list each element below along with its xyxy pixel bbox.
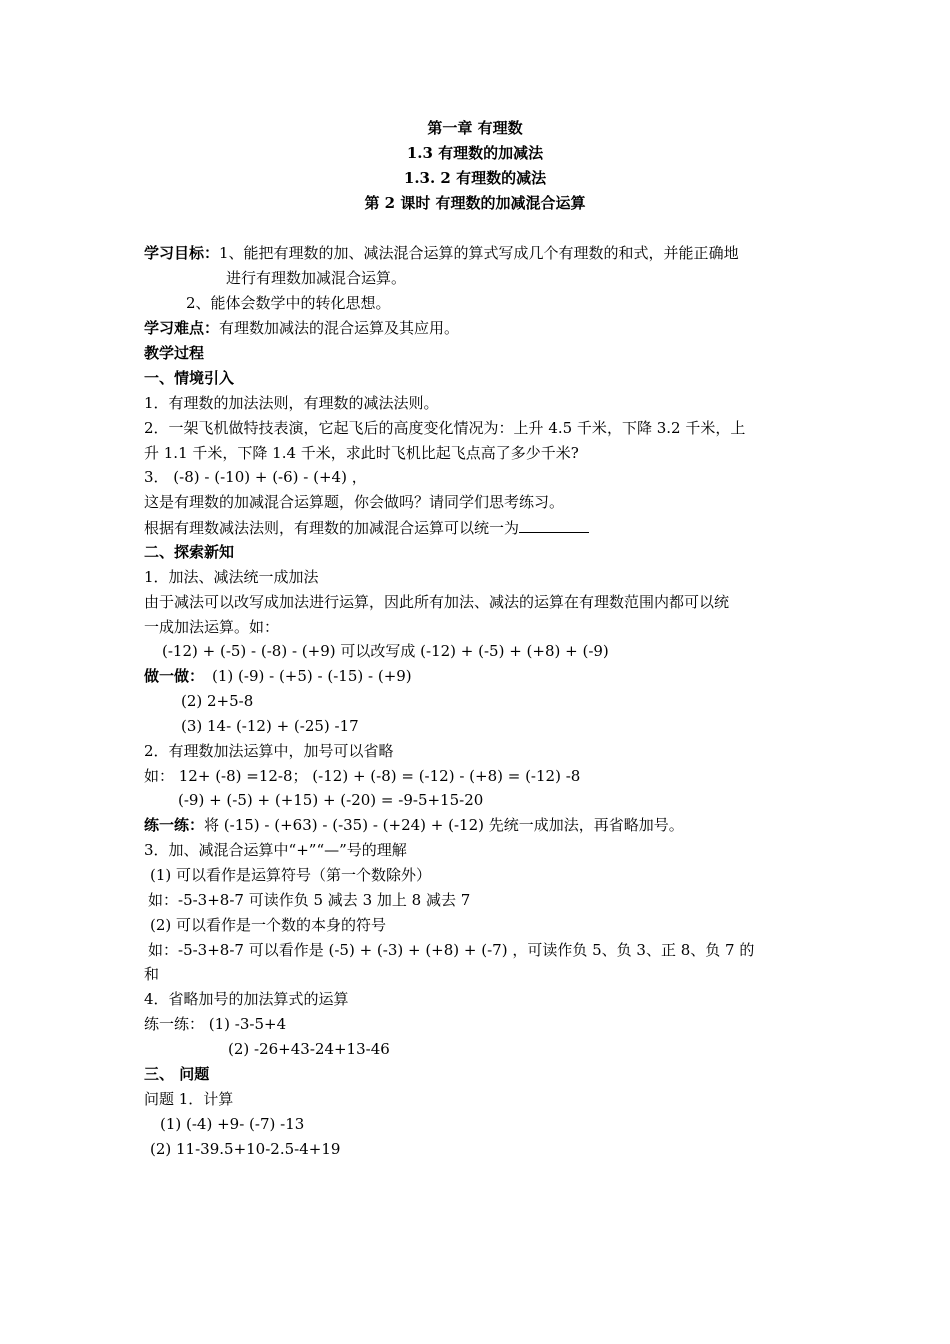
s2-line-12: 如：-5-3+8-7 可以看作是 (-5) + (-3) + (+8) + (-7) ，可读作负 5、负 3、正 8、负 7 的 xyxy=(148,941,755,959)
try-label: 做一做： xyxy=(144,667,205,685)
s2-line-14: 4．省略加号的加法算式的运算 xyxy=(144,990,349,1008)
lesson-title: 第 2 课时 有理数的加减混合运算 xyxy=(364,194,586,212)
s1-line-3: 升 1.1 千米，下降 1.4 千米，求此时飞机比起飞点高了多少千米? xyxy=(144,444,579,462)
difficulty-line xyxy=(144,318,459,338)
s1-line-6-text: 根据有理数减法法则，有理数的加减混合运算可以统一为 xyxy=(144,519,520,537)
section-title: 1.3 有理数的加减法 xyxy=(406,144,544,162)
s2-line-3: 一成加法运算。如： xyxy=(144,618,280,636)
subsection-title: 1.3. 2 有理数的减法 xyxy=(403,169,547,187)
section-1-heading: 一、情境引入 xyxy=(144,369,235,387)
s1-line-4: 3． (-8) - (-10) + (-6) - (+4) ， xyxy=(144,468,367,486)
section-3-heading: 三、 问题 xyxy=(144,1065,210,1083)
practice-line xyxy=(144,815,684,835)
s2-line-15: 练一练： (1) -3-5+4 xyxy=(144,1015,287,1033)
s3-line-2: (1) (-4) +9- (-7) -13 xyxy=(160,1115,305,1133)
objective-1b: 进行有理数加减混合运算。 xyxy=(226,269,407,287)
objectives-line-1 xyxy=(144,243,739,263)
s2-line-16: (2) -26+43-24+13-46 xyxy=(228,1040,390,1058)
s2-line-2: 由于减法可以改写成加法进行运算，因此所有加法、减法的运算在有理数范围内都可以统 xyxy=(144,593,730,611)
s2-line-10: 如：-5-3+8-7 可读作负 5 减去 3 加上 8 减去 7 xyxy=(148,891,471,909)
s1-line-2: 2．一架飞机做特技表演，它起飞后的高度变化情况为：上升 4.5 千米，下降 3.2 千米，上 xyxy=(144,419,746,437)
s1-line-5: 这是有理数的加减混合运算题，你会做吗？请同学们思考练习。 xyxy=(144,493,565,511)
try-item-3: (3) 14- (-12) + (-25) -17 xyxy=(181,717,359,735)
s1-line-1: 1．有理数的加法法则，有理数的减法法则。 xyxy=(144,394,439,412)
objective-2: 2、能体会数学中的转化思想。 xyxy=(186,294,391,312)
s2-line-6: 如： 12+ (-8) =12-8； (-12) + (-8) = (-12) - (+8) = (-12) -8 xyxy=(144,767,581,785)
s2-line-4: (-12) + (-5) - (-8) - (+9) 可以改写成 (-12) + (-5) + (+8) + (-9) xyxy=(162,642,609,660)
difficulty-text: 有理数加减法的混合运算及其应用。 xyxy=(219,319,460,337)
s2-line-5: 2．有理数加法运算中，加号可以省略 xyxy=(144,742,394,760)
s2-line-9: (1) 可以看作是运算符号（第一个数除外） xyxy=(150,866,432,884)
chapter-title: 第一章 有理数 xyxy=(427,119,523,137)
practice-text: 将 (-15) - (+63) - (-35) - (+24) + (-12) 先统一成加法，再省略加号。 xyxy=(204,816,684,834)
objective-1a: 1、能把有理数的加、减法混合运算的算式写成几个有理数的和式，并能正确地 xyxy=(219,244,739,262)
s2-line-13: 和 xyxy=(144,965,160,983)
s3-line-3: (2) 11-39.5+10-2.5-4+19 xyxy=(150,1140,341,1158)
s2-line-7: (-9) + (-5) + (+15) + (-20) = -9-5+15-20 xyxy=(178,791,484,809)
try-item-2: (2) 2+5-8 xyxy=(181,692,254,710)
section-2-heading: 二、探索新知 xyxy=(144,543,235,561)
s2-line-1: 1．加法、减法统一成加法 xyxy=(144,568,319,586)
s2-line-8: 3．加、减混合运算中“+”“—”号的理解 xyxy=(144,841,407,859)
objectives-label: 学习目标： xyxy=(144,244,220,262)
process-heading: 教学过程 xyxy=(144,344,205,362)
try-item-1: (1) (-9) - (+5) - (-15) - (+9) xyxy=(212,667,412,685)
practice-label: 练一练： xyxy=(144,816,205,834)
answer-blank xyxy=(519,517,589,533)
s3-line-1: 问题 1．计算 xyxy=(144,1090,234,1108)
difficulty-label: 学习难点： xyxy=(144,319,220,337)
s1-line-6 xyxy=(144,517,589,538)
try-line-1 xyxy=(144,666,412,686)
s2-line-11: (2) 可以看作是一个数的本身的符号 xyxy=(150,916,387,934)
